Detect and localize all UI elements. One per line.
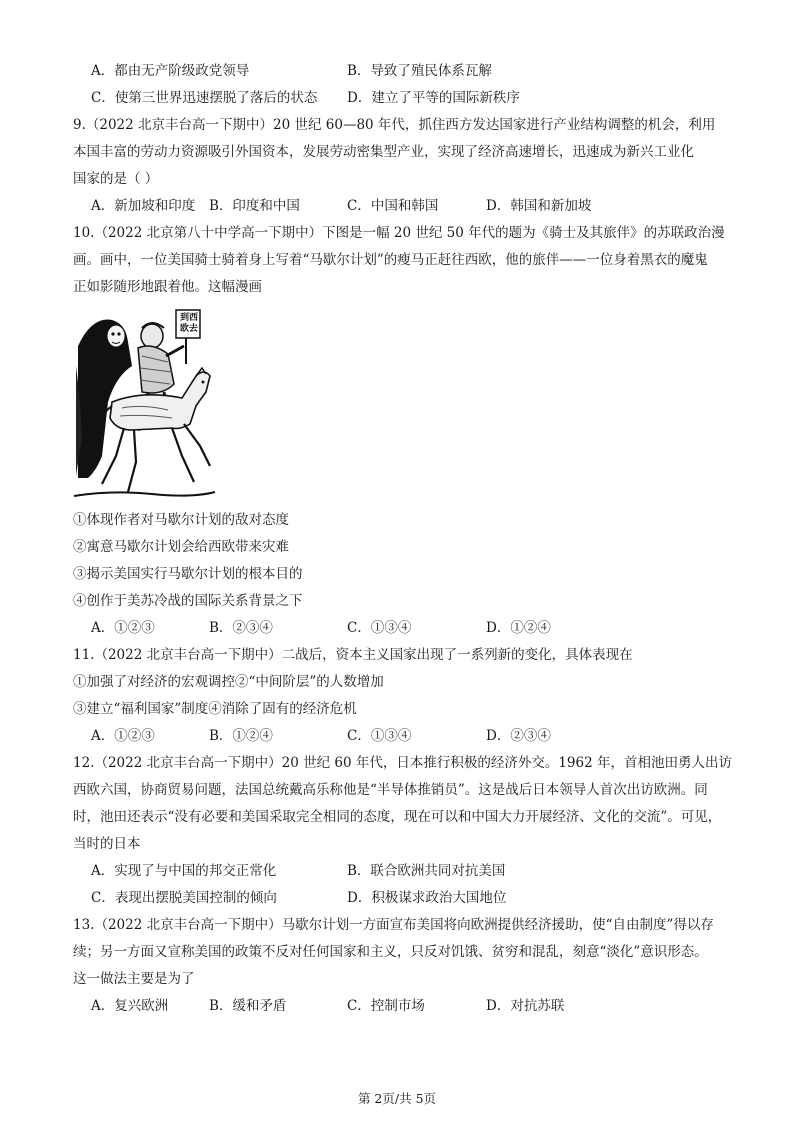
q11-option-c[interactable]: C．①③④: [347, 728, 412, 744]
q11-stem-line-3: ③建立“福利国家”制度④消除了固有的经济危机: [73, 701, 357, 717]
q13-option-d[interactable]: D．对抗苏联: [486, 998, 565, 1014]
q8-option-b[interactable]: B．导致了殖民体系瓦解: [347, 63, 492, 79]
q9-stem-line-1: 9.（2022 北京丰台高一下期中）20 世纪 60—80 年代，抓住西方发达国家进行产业结构调整的机会，利用: [73, 117, 716, 133]
q8-option-d[interactable]: D．建立了平等的国际新秩序: [347, 90, 520, 106]
q10-option-b[interactable]: B．②③④: [209, 620, 273, 636]
q10-statement-4: ④创作于美苏冷战的国际关系背景之下: [73, 593, 303, 609]
q9-option-a[interactable]: A．新加坡和印度: [91, 198, 196, 214]
q9-option-b[interactable]: B．印度和中国: [209, 198, 300, 214]
cartoon-sign-text: 到西欧去: [179, 313, 198, 334]
q13-stem-line-3: 这一做法主要是为了: [73, 971, 195, 987]
q10-statement-2: ②寓意马歇尔计划会给西欧带来灾难: [73, 539, 289, 555]
q12-stem-line-3: 时，池田还表示“没有必要和美国采取完全相同的态度，现在可以和中国大力开展经济、文化的交流”。可见，: [73, 809, 722, 825]
q8-option-c[interactable]: C．使第三世界迅速摆脱了落后的状态: [91, 90, 318, 106]
q10-statement-3: ③揭示美国实行马歇尔计划的根本目的: [73, 566, 303, 582]
q12-stem-line-1: 12.（2022 北京丰台高一下期中）20 世纪 60 年代，日本推行积极的经济外交。1962 年，首相池田勇人出访: [73, 755, 732, 771]
q11-stem-line-2: ①加强了对经济的宏观调控②“中间阶层”的人数增加: [73, 674, 384, 690]
q12-option-d[interactable]: D．积极谋求政治大国地位: [347, 890, 507, 906]
q13-stem-line-1: 13.（2022 北京丰台高一下期中）马歇尔计划一方面宣布美国将向欧洲提供经济援助，使“自由制度”得以存: [73, 917, 714, 933]
q10-stem-line-2: 画。画中，一位美国骑士骑着身上写着“马歇尔计划”的瘦马正赶往西欧，他的旅伴——一位身着黑衣的魔鬼: [73, 252, 708, 268]
q12-option-c[interactable]: C．表现出摆脱美国控制的倾向: [91, 890, 277, 906]
q12-option-a[interactable]: A．实现了与中国的邦交正常化: [91, 863, 277, 879]
q9-stem-line-2: 本国丰富的劳动力资源吸引外国资本，发展劳动密集型产业，实现了经济高速增长，迅速成为新兴工业化: [73, 144, 694, 160]
q11-stem-line-1: 11.（2022 北京丰台高一下期中）二战后，资本主义国家出现了一系列新的变化，具体表现在: [73, 647, 633, 663]
q10-option-c[interactable]: C．①③④: [347, 620, 412, 636]
q10-option-a[interactable]: A．①②③: [91, 620, 155, 636]
q10-statement-1: ①体现作者对马歇尔计划的敌对态度: [73, 512, 289, 528]
q10-option-d[interactable]: D．①②④: [486, 620, 551, 636]
q11-option-b[interactable]: B．①②④: [209, 728, 273, 744]
q12-stem-line-2: 西欧六国，协商贸易问题，法国总统戴高乐称他是“半导体推销员”。这是战后日本领导人首次出访欧洲。同: [73, 782, 708, 798]
q13-option-b[interactable]: B．缓和矛盾: [209, 998, 287, 1014]
q10-stem-line-3: 正如影随形地跟着他。这幅漫画: [73, 279, 262, 295]
q10-stem-line-1: 10.（2022 北京第八十中学高一下期中）下图是一幅 20 世纪 50 年代的题为《骑士及其旅伴》的苏联政治漫: [73, 225, 725, 241]
q9-option-d[interactable]: D．韩国和新加坡: [486, 198, 592, 214]
q9-stem-line-3: 国家的是（ ）: [73, 171, 159, 187]
q11-option-a[interactable]: A．①②③: [91, 728, 155, 744]
q12-option-b[interactable]: B．联合欧洲共同对抗美国: [347, 863, 506, 879]
page-number-footer: 第 2页/共 5页: [357, 1091, 437, 1106]
q11-option-d[interactable]: D．②③④: [486, 728, 551, 744]
q12-stem-line-4: 当时的日本: [73, 836, 141, 852]
q8-option-a[interactable]: A．都由无产阶级政党领导: [91, 63, 250, 79]
q13-option-a[interactable]: A．复兴欧洲: [91, 998, 169, 1014]
q9-option-c[interactable]: C．中国和韩国: [347, 198, 439, 214]
q13-stem-line-2: 续；另一方面又宣称美国的政策不反对任何国家和主义，只反对饥饿、贫穷和混乱，刻意“淡化”意识形态。: [73, 944, 708, 960]
q13-option-c[interactable]: C．控制市场: [347, 998, 425, 1014]
knight-cartoon-image: [72, 306, 217, 502]
